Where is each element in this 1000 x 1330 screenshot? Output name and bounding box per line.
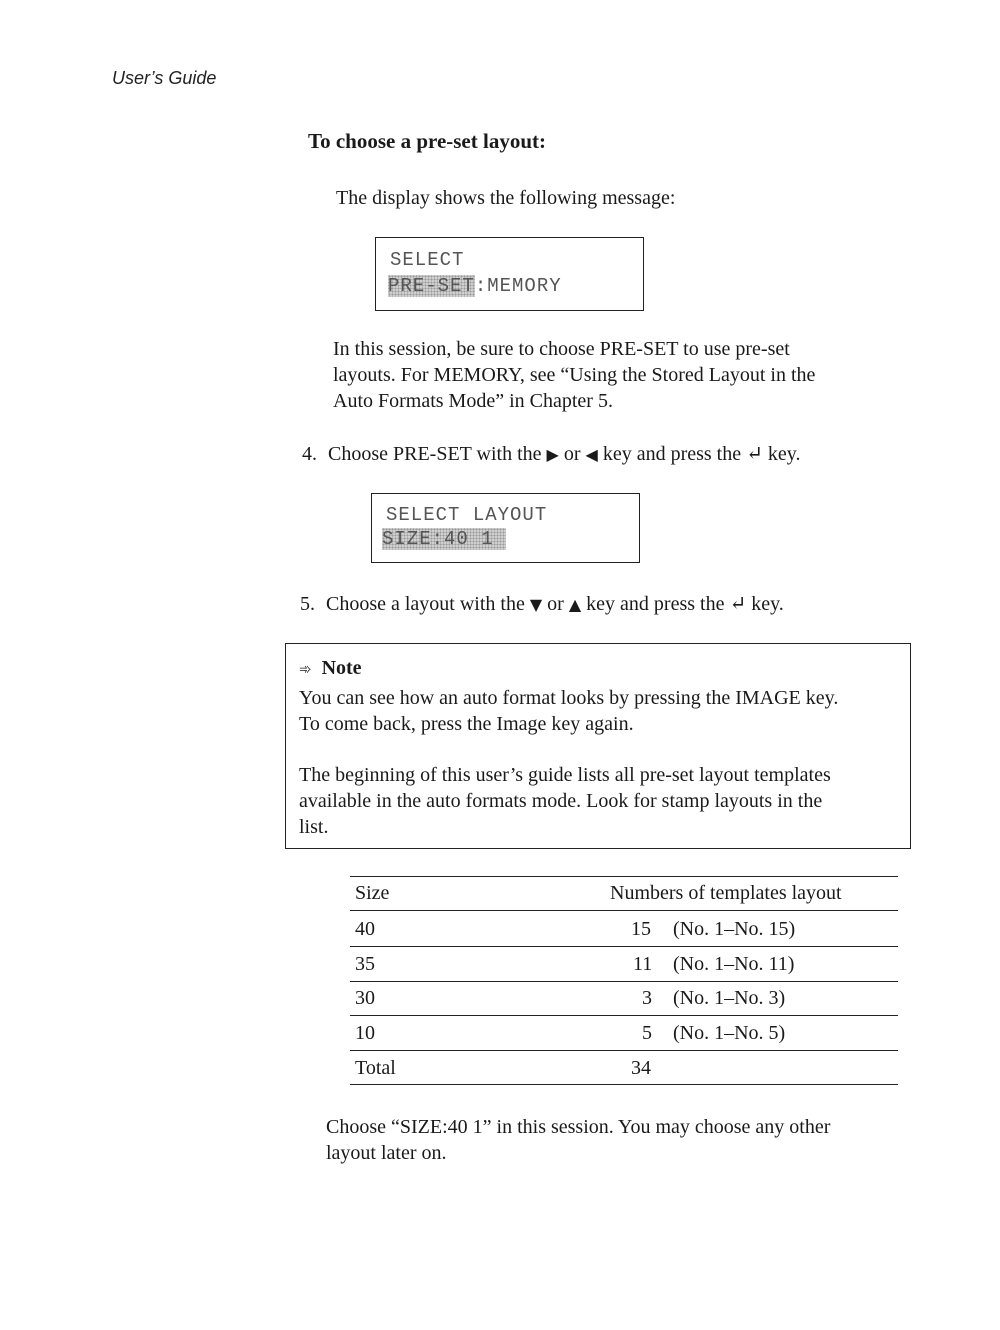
table-rule <box>350 1084 898 1085</box>
table-total-label: Total <box>355 1057 396 1079</box>
enter-key-icon: ↵ <box>746 443 763 465</box>
table-row-range: (No. 1–No. 15) <box>673 918 796 940</box>
note-box <box>285 643 911 849</box>
table-rule <box>350 946 898 947</box>
session-explanation <box>333 336 815 414</box>
lcd-display-select-layout <box>371 493 640 563</box>
closing-paragraph <box>326 1114 830 1166</box>
running-header: User’s Guide <box>112 68 217 88</box>
right-arrow-key-icon: ▶ <box>546 445 559 464</box>
up-arrow-key-icon: ▲ <box>568 595 582 614</box>
lcd-display-select-mode <box>375 237 644 311</box>
table-rule <box>350 1050 898 1051</box>
down-arrow-key-icon: ▼ <box>529 595 543 614</box>
table-row-count: 11 <box>633 953 653 975</box>
lcd-highlight-preset: PRE-SET <box>388 275 475 297</box>
step-4 <box>302 441 800 468</box>
note-line: You can see how an auto format looks by pressing the IMAGE key. <box>299 687 839 709</box>
step-5-text: Choose a layout with the <box>326 593 525 615</box>
step-number: 4. <box>302 443 317 465</box>
table-row-size: 40 <box>355 918 375 940</box>
table-row-count: 15 <box>631 918 651 940</box>
closing-line: Choose “SIZE:40 1” in this session. You may choose any other <box>326 1116 831 1138</box>
table-header-count: Numbers of templates layout <box>610 882 842 904</box>
session-explanation-line: In this session, be sure to choose PRE-SET to use pre-set <box>333 338 790 360</box>
table-rule <box>350 981 898 982</box>
note-header <box>299 657 362 680</box>
step-4-text: key. <box>767 443 801 465</box>
session-explanation-line: Auto Formats Mode” in Chapter 5. <box>333 390 613 412</box>
step-5-text: key and press the <box>586 593 725 615</box>
table-rule <box>350 910 898 911</box>
lcd-line-1: SELECT <box>390 249 465 271</box>
table-row-range: (No. 1–No. 11) <box>673 953 795 975</box>
session-explanation-line: layouts. For MEMORY, see “Using the Stored Layout in the <box>333 364 816 386</box>
note-title: Note <box>321 657 362 679</box>
note-paragraph-1 <box>299 685 838 737</box>
note-line: list. <box>299 816 329 838</box>
table-row-size: 35 <box>355 953 375 975</box>
table-rule <box>350 1015 898 1016</box>
note-line: The beginning of this user’s guide lists all pre-set layout templates <box>299 764 831 786</box>
step-4-text: Choose PRE-SET with the <box>328 443 542 465</box>
table-rule <box>350 876 898 877</box>
step-4-or: or <box>563 443 581 465</box>
step-number: 5. <box>300 593 315 615</box>
lcd-line-1: SELECT LAYOUT <box>386 504 548 526</box>
table-row-range: (No. 1–No. 3) <box>673 987 786 1009</box>
section-heading: To choose a pre-set layout: <box>308 129 546 153</box>
lcd-line-2 <box>388 275 562 297</box>
step-4-text: key and press the <box>602 443 742 465</box>
left-arrow-key-icon: ◀ <box>585 445 598 464</box>
table-header-size: Size <box>355 882 390 904</box>
note-paragraph-2 <box>299 762 831 840</box>
lcd-highlight-size: SIZE:40 1 <box>382 528 506 550</box>
note-line: To come back, press the Image key again. <box>299 713 634 735</box>
table-total-count: 34 <box>631 1057 651 1079</box>
note-line: available in the auto formats mode. Look for stamp layouts in the <box>299 790 823 812</box>
table-row-size: 10 <box>355 1022 375 1044</box>
note-arrow-icon: ➾ <box>299 660 312 678</box>
intro-text: The display shows the following message: <box>336 187 676 209</box>
enter-key-icon: ↵ <box>729 593 747 615</box>
step-5 <box>300 591 784 618</box>
lcd-line-2-rest: :MEMORY <box>474 275 562 297</box>
step-5-or: or <box>547 593 564 615</box>
closing-line: layout later on. <box>326 1142 447 1164</box>
table-row-range: (No. 1–No. 5) <box>673 1022 786 1044</box>
table-row-size: 30 <box>355 987 375 1009</box>
table-row-count: 3 <box>642 987 652 1009</box>
step-5-text: key. <box>751 593 784 615</box>
table-row-count: 5 <box>642 1022 652 1044</box>
